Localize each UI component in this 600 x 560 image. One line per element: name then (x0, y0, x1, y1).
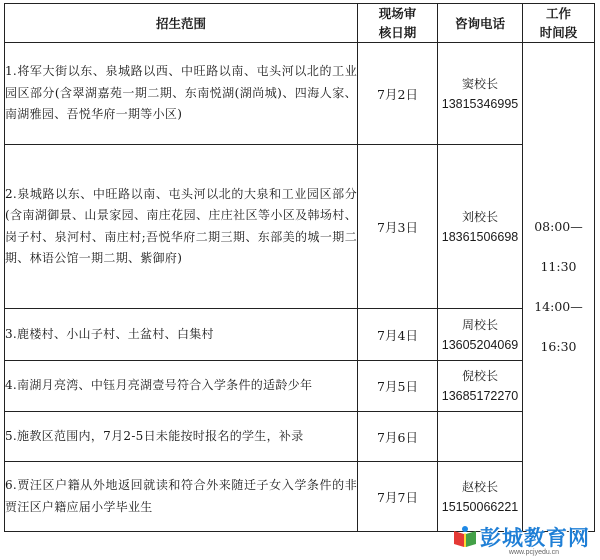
contact-phone: 13815346995 (441, 96, 519, 111)
contact-cell (438, 361, 523, 412)
header-date-line2: 核日期 (378, 25, 417, 40)
date-cell: 7月6日 (358, 412, 438, 462)
header-range: 招生范围 (5, 4, 358, 43)
contact-phone: 18361506698 (441, 229, 519, 244)
contact-name: 倪校长 (461, 369, 498, 383)
contact-cell (438, 412, 523, 462)
contact-cell (438, 43, 523, 145)
header-time-line2: 时间段 (539, 25, 578, 40)
header-date-line1: 现场审 (378, 6, 417, 21)
admission-schedule-table (4, 3, 595, 532)
date-cell: 7月2日 (358, 43, 438, 145)
header-date (358, 4, 438, 43)
range-cell: 3.鹿楼村、小山子村、土盆村、白集村 (5, 309, 358, 361)
header-time (523, 4, 595, 43)
contact-phone: 13685172270 (441, 389, 519, 403)
watermark-brand: 彭城教育网 (480, 526, 590, 550)
header-time-line1: 工作 (545, 6, 571, 21)
table-row (5, 462, 595, 532)
contact-phone: 13605204069 (441, 337, 519, 352)
book-logo-icon (452, 525, 478, 549)
contact-name: 赵校长 (461, 479, 498, 494)
date-cell: 7月5日 (358, 361, 438, 412)
range-cell: 6.贾汪区户籍从外地返回就读和符合外来随迁子女入学条件的非贾汪区户籍应届小学毕业生 (5, 462, 358, 532)
range-cell: 4.南湖月亮湾、中钰月亮湖壹号符合入学条件的适龄少年 (5, 361, 358, 412)
table-row (5, 309, 595, 361)
header-contact: 咨询电话 (438, 4, 523, 43)
table-row (5, 412, 595, 462)
table-row (5, 145, 595, 309)
contact-phone: 15150066221 (441, 499, 519, 514)
contact-cell (438, 462, 523, 532)
table-header-row (5, 4, 595, 43)
range-cell: 2.泉城路以东、中旺路以南、屯头河以北的大泉和工业园区部分(含南湖御景、山景家园、南庄花园、庄庄社区等小区及韩场村、岗子村、泉河村、南庄村;吾悦华府二期三期、东部美的城一期二期、林语公馆一期二期、紫御府) (5, 145, 358, 309)
table-row (5, 43, 595, 145)
contact-cell (438, 145, 523, 309)
hours-morning: 08:00—11:30 (534, 219, 583, 274)
date-cell: 7月4日 (358, 309, 438, 361)
date-cell: 7月7日 (358, 462, 438, 532)
watermark-url: www.pcjyedu.cn (508, 549, 560, 556)
table-row (5, 361, 595, 412)
range-cell: 5.施教区范围内，7月2-5日未能按时报名的学生，补录 (5, 412, 358, 462)
range-cell: 1.将军大街以东、泉城路以西、中旺路以南、屯头河以北的工业园区部分(含翠湖嘉苑一期二期、东南悦湖(湖尚城)、四海人家、南湖雅园、吾悦华府一期等小区) (5, 43, 358, 145)
date-cell: 7月3日 (358, 145, 438, 309)
site-watermark (452, 522, 590, 556)
hours-cell (523, 43, 595, 532)
contact-name: 刘校长 (461, 209, 498, 224)
contact-name: 窦校长 (461, 76, 498, 91)
contact-cell (438, 309, 523, 361)
hours-afternoon: 14:00—16:30 (534, 299, 583, 354)
contact-name: 周校长 (461, 317, 498, 332)
